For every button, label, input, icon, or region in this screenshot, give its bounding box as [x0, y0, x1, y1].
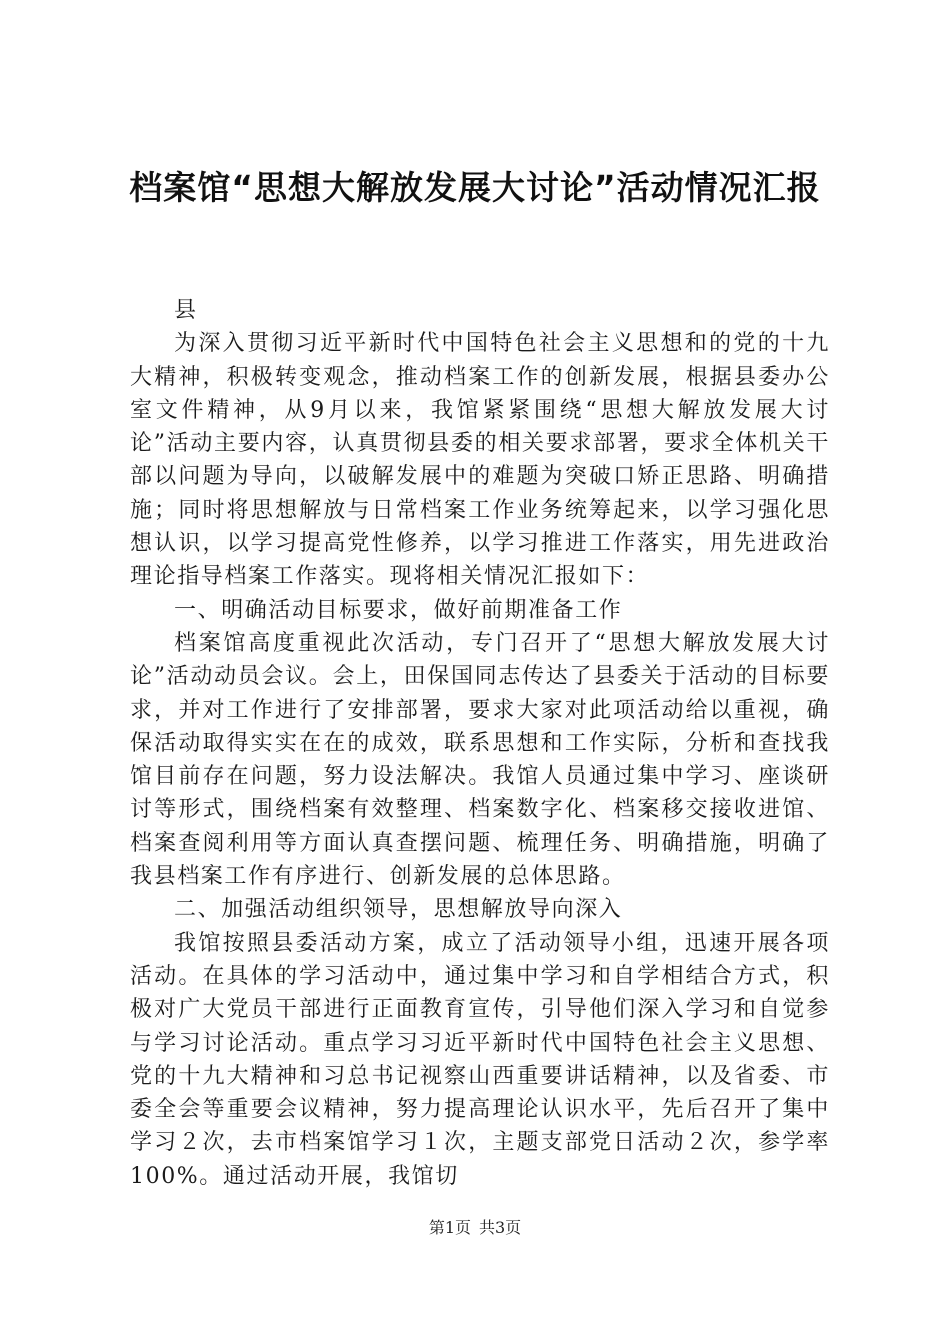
- section-1-paragraph: 档案馆高度重视此次活动，专门召开了“思想大解放发展大讨论”活动动员会议。会上，田保国同志传达了县委关于活动的目标要求，并对工作进行了安排部署，要求大家对此项活动给以重视，确保活动取得实实在在的成效，联系思想和工作实际，分析和查找我馆目前存在问题，努力设法解决。我馆人员通过集中学习、座谈研讨等形式，围绕档案有效整理、档案数字化、档案移交接收进馆、档案查阅利用等方面认真查摆问题、梳理任务、明确措施，明确了我县档案工作有序进行、创新发展的总体思路。: [130, 630, 830, 890]
- section-heading-1: 一、明确活动目标要求，做好前期准备工作: [174, 597, 623, 623]
- page-footer: [0, 1218, 950, 1238]
- section-2-paragraph: 我馆按照县委活动方案，成立了活动领导小组，迅速开展各项活动。在具体的学习活动中，通过集中学习和自学相结合方式，积极对广大党员干部进行正面教育宣传，引导他们深入学习和自觉参与学习讨论活动。重点学习习近平新时代中国特色社会主义思想、党的十九大精神和习总书记视察山西重要讲话精神，以及省委、市委全会等重要会议精神，努力提高理论认识水平，先后召开了集中学习２次，去市档案馆学习１次，主题支部党日活动２次，参学率100%。通过活动开展，我馆切: [130, 930, 830, 1189]
- page-number: 第1页: [428, 1218, 471, 1237]
- page-total: 共3页: [479, 1218, 522, 1237]
- section-heading-2: 二、加强活动组织领导，思想解放导向深入: [174, 897, 623, 923]
- document-body: [130, 294, 830, 1193]
- document-title: 档案馆“思想大解放发展大讨论”活动情况汇报: [129, 168, 821, 207]
- intro-paragraph: 为深入贯彻习近平新时代中国特色社会主义思想和的党的十九大精神，积极转变观念，推动档案工作的创新发展，根据县委办公室文件精神，从9月以来，我馆紧紧围绕“思想大解放发展大讨论”活动主要内容，认真贯彻县委的相关要求部署，要求全体机关干部以问题为导向，以破解发展中的难题为突破口矫正思路、明确措施；同时将思想解放与日常档案工作业务统筹起来，以学习强化思想认识，以学习提高党性修养，以学习推进工作落实，用先进政治理论指导档案工作落实。现将相关情况汇报如下：: [130, 331, 830, 590]
- salutation-paragraph: 县: [174, 298, 198, 323]
